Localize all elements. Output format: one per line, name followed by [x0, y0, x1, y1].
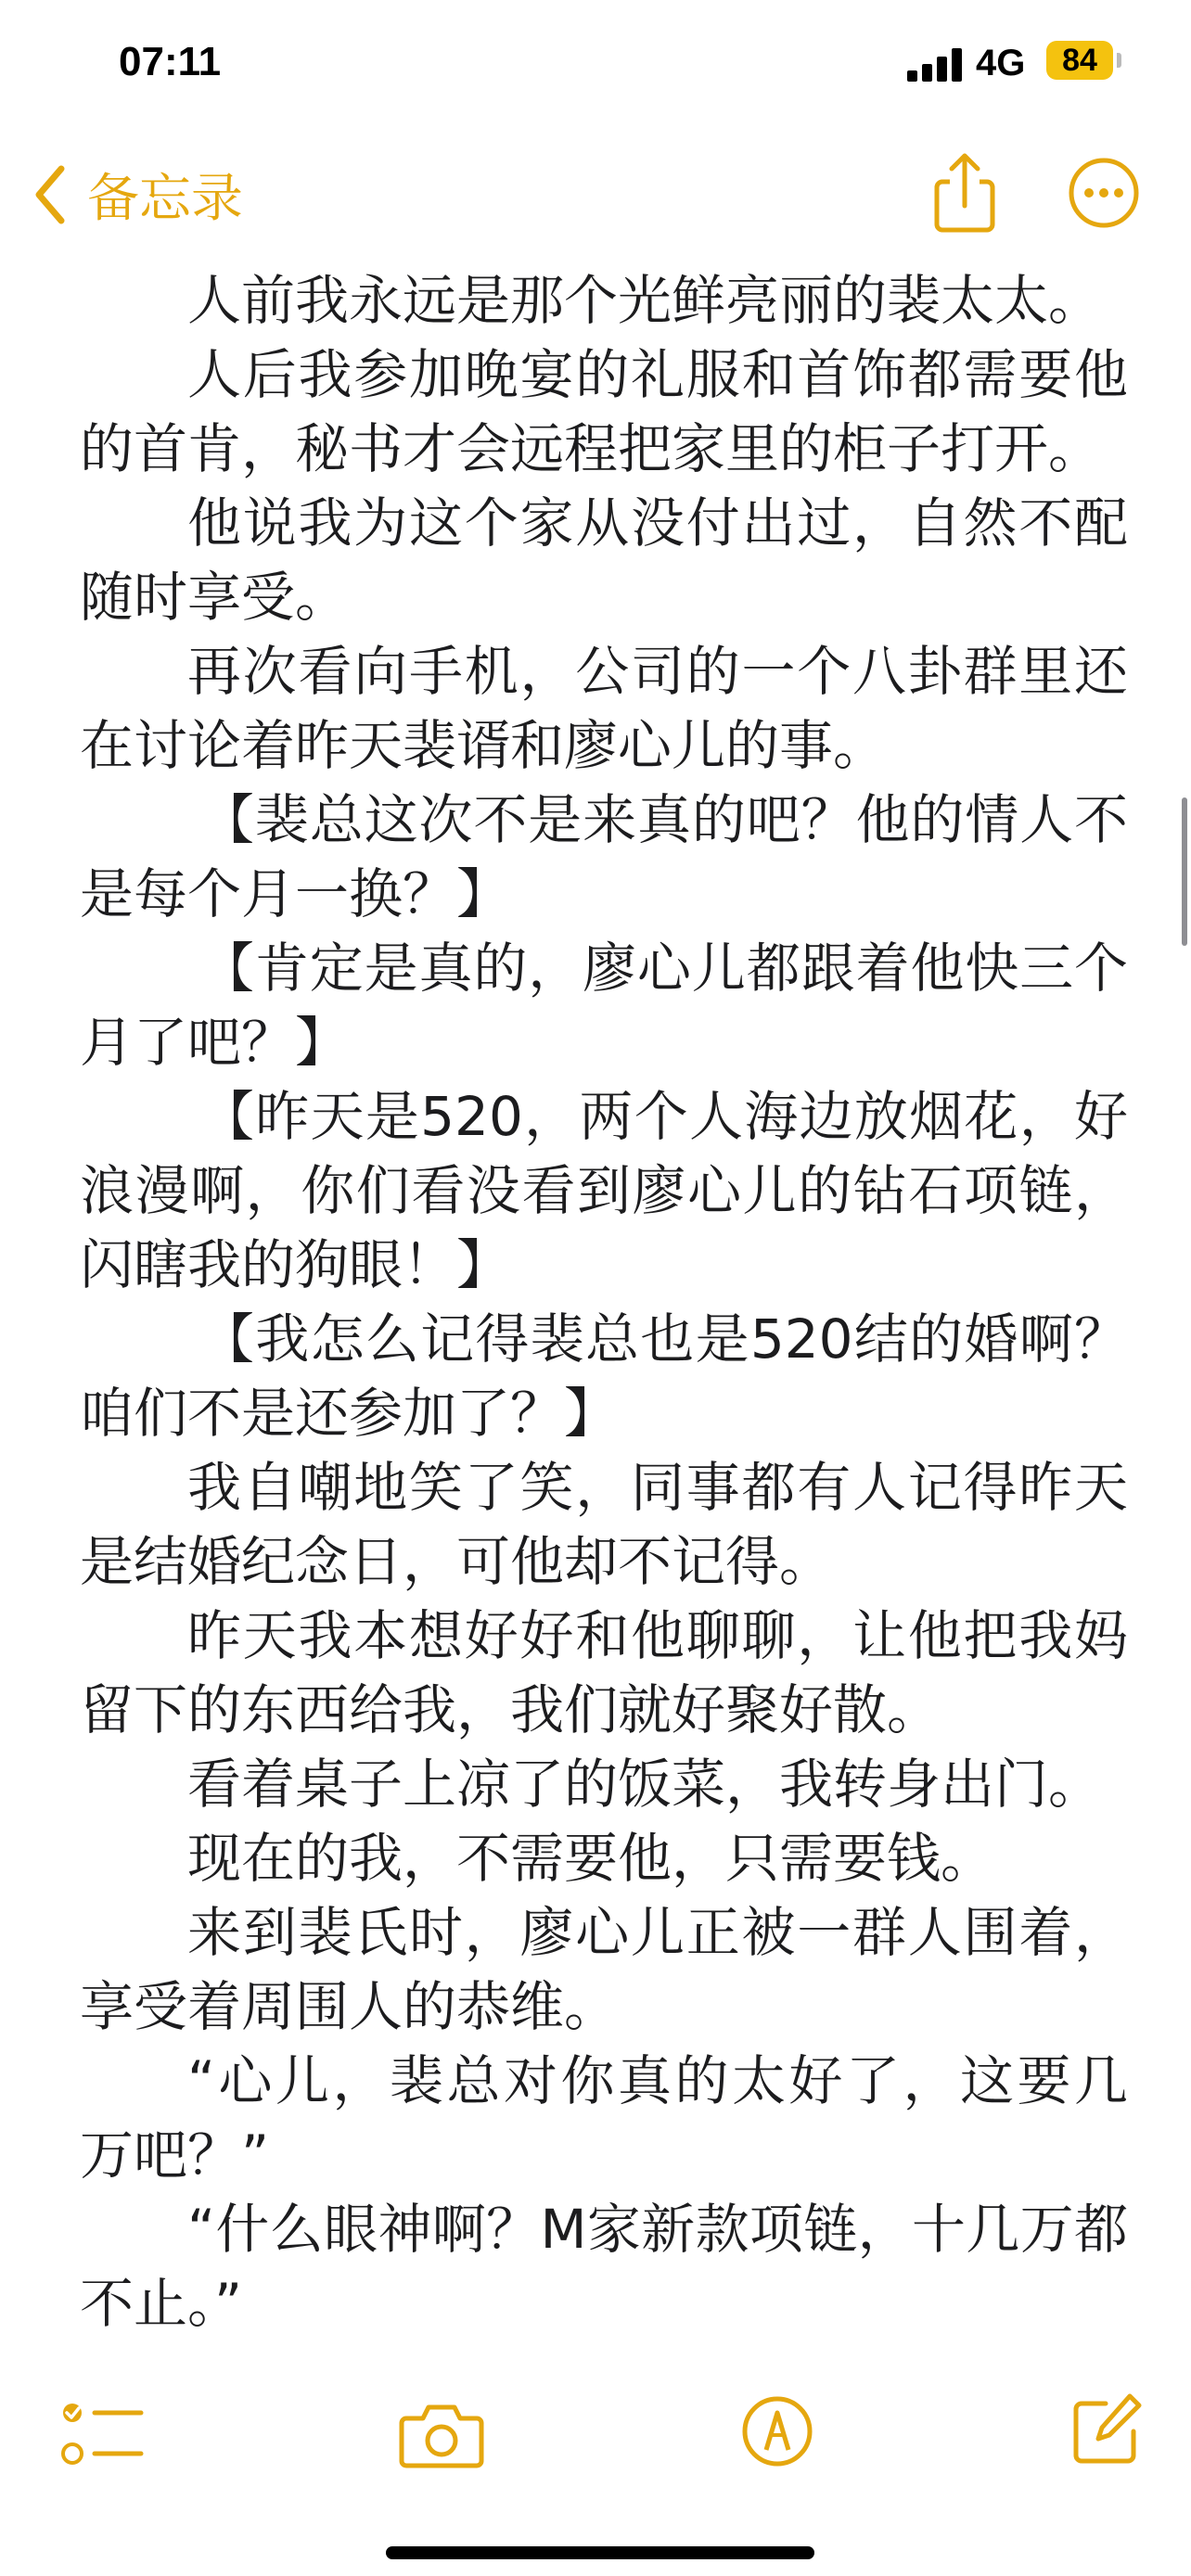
cellular-signal-icon: [907, 48, 965, 82]
status-bar: [0, 0, 1191, 139]
note-paragraph: 再次看向手机，公司的一个八卦群里还在讨论着昨天裴谞和廖心儿的事。: [80, 640, 1128, 777]
note-paragraph: 人后我参加晚宴的礼服和首饰都需要他的首肯，秘书才会远程把家里的柜子打开。: [80, 343, 1128, 480]
note-paragraph: 现在的我，不需要他，只需要钱。: [187, 1827, 995, 1890]
camera-icon[interactable]: [399, 2402, 484, 2468]
home-indicator[interactable]: [386, 2546, 814, 2559]
note-body[interactable]: [80, 263, 1128, 2340]
note-paragraph: 【我怎么记得裴总也是520结的婚啊？咱们不是还参加了？】: [80, 1307, 1128, 1445]
network-type: 4G: [976, 43, 1026, 83]
note-paragraph: 昨天我本想好好和他聊聊，让他把我妈留下的东西给我，我们就好聚好散。: [80, 1604, 1128, 1741]
note-paragraph: 来到裴氏时，廖心儿正被一群人围着，享受着周围人的恭维。: [80, 1901, 1128, 2038]
note-paragraph: 人前我永远是那个光鲜亮丽的裴太太。: [187, 269, 1103, 332]
scroll-indicator[interactable]: [1182, 797, 1187, 946]
note-paragraph: 【昨天是520，两个人海边放烟花，好浪漫啊，你们看没看到廖心儿的钻石项链，闪瞎我的狗眼！】: [80, 1085, 1128, 1296]
back-button[interactable]: [33, 158, 243, 232]
navigation-bar: [0, 139, 1191, 250]
note-paragraph: 我自嘲地笑了笑，同事都有人记得昨天是结婚纪念日，可他却不记得。: [80, 1456, 1128, 1593]
note-paragraph: 看着桌子上凉了的饭菜，我转身出门。: [187, 1753, 1103, 1816]
note-paragraph: 【肯定是真的，廖心儿都跟着他快三个月了吧？】: [80, 937, 1128, 1074]
chevron-left-icon: [33, 165, 67, 224]
note-paragraph: “什么眼神啊？M家新款项链，十几万都不止。”: [80, 2198, 1128, 2335]
battery-icon: 84: [1046, 41, 1113, 80]
compose-icon[interactable]: [1072, 2392, 1143, 2465]
note-paragraph: 他说我为这个家从没付出过，自然不配随时享受。: [80, 491, 1128, 629]
share-icon[interactable]: [931, 152, 998, 236]
note-paragraph: 【裴总这次不是来真的吧？他的情人不是每个月一换？】: [80, 788, 1128, 925]
battery-tip: [1117, 53, 1121, 68]
back-label: 备忘录: [87, 169, 243, 229]
markup-icon[interactable]: [740, 2394, 814, 2468]
status-time: 07:11: [119, 39, 222, 84]
note-paragraph: “心儿，裴总对你真的太好了，这要几万吧？”: [80, 2049, 1128, 2187]
more-icon[interactable]: [1067, 156, 1141, 230]
checklist-icon[interactable]: [59, 2396, 145, 2476]
